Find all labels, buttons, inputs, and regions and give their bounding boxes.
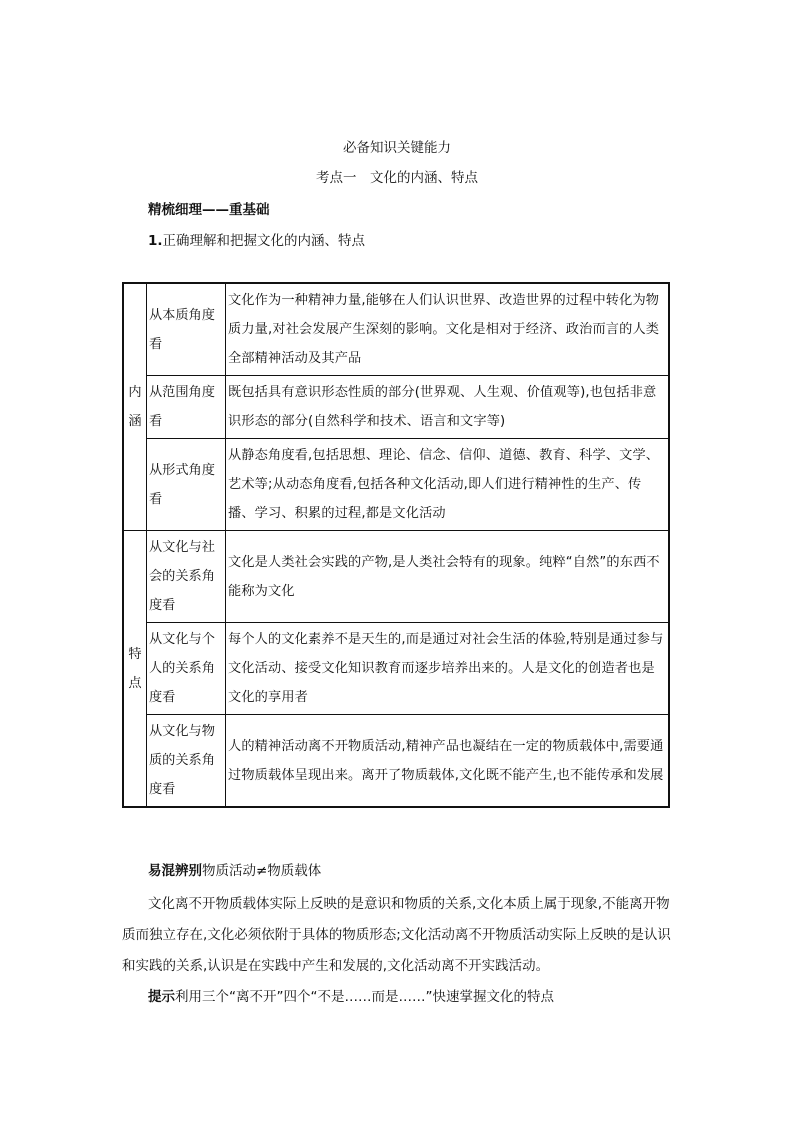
category-cell-features: 特点 <box>123 531 147 808</box>
subsection-heading <box>148 229 365 249</box>
angle-cell: 从范围角度看 <box>147 376 226 439</box>
tip-label: 提示 <box>148 989 175 1005</box>
description-cell: 从静态角度看,包括思想、理论、信念、信仰、道德、教育、科学、文学、艺术等;从动态角度看,包括各种文化活动,即人们进行精神性的生产、传播、学习、积累的过程,都是文化活动 <box>226 439 670 531</box>
angle-cell: 从形式角度看 <box>147 439 226 531</box>
tip-line <box>148 982 698 1013</box>
description-cell: 既包括具有意识形态性质的部分(世界观、人生观、价值观等),也包括非意识形态的部分(自然科学和技术、语言和文字等) <box>226 376 670 439</box>
table-row <box>123 283 669 376</box>
concept-table <box>122 282 670 808</box>
angle-cell: 从文化与个人的关系角度看 <box>147 623 226 715</box>
topic-subtitle: 考点一 文化的内涵、特点 <box>316 170 478 186</box>
table-row <box>123 376 669 439</box>
tip-text: 利用三个“离不开”四个“不是……而是……”快速掌握文化的特点 <box>175 989 554 1005</box>
description-cell: 人的精神活动离不开物质活动,精神产品也凝结在一定的物质载体中,需要通过物质载体呈现出来。离开了物质载体,文化既不能产生,也不能传承和发展 <box>226 715 670 808</box>
angle-cell: 从文化与社会的关系角度看 <box>147 531 226 623</box>
description-cell: 文化作为一种精神力量,能够在人们认识世界、改造世界的过程中转化为物质力量,对社会发展产生深刻的影响。文化是相对于经济、政治而言的人类全部精神活动及其产品 <box>226 283 670 376</box>
note-heading <box>148 856 698 887</box>
item-number: 1. <box>148 233 163 249</box>
table-row <box>123 531 669 623</box>
item-text: 正确理解和把握文化的内涵、特点 <box>162 233 366 249</box>
description-cell: 每个人的文化素养不是天生的,而是通过对社会生活的体验,特别是通过参与文化活动、接受文化知识教育而逐步培养出来的。人是文化的创造者也是文化的享用者 <box>226 623 670 715</box>
table-row <box>123 439 669 531</box>
note-title: 物质活动≠物质载体 <box>202 863 322 879</box>
description-cell: 文化是人类社会实践的产物,是人类社会特有的现象。纯粹“自然”的东西不能称为文化 <box>226 531 670 623</box>
note-label: 易混辨别 <box>148 863 202 879</box>
page-title: 必备知识关键能力 <box>343 140 451 156</box>
section-heading: 精梳细理——重基础 <box>148 202 270 218</box>
angle-cell: 从文化与物质的关系角度看 <box>147 715 226 808</box>
angle-cell: 从本质角度看 <box>147 283 226 376</box>
table-row <box>123 715 669 808</box>
note-body: 文化离不开物质载体实际上反映的是意识和物质的关系,文化本质上属于现象,不能离开物质而独立存在,文化必须依附于具体的物质形态;文化活动离不开物质活动实际上反映的是认识和实践的关系,认识是在实践中产生和发展的,文化活动离不开实践活动。 <box>122 896 671 974</box>
category-cell-connotation: 内涵 <box>123 283 147 531</box>
table-row <box>123 623 669 715</box>
